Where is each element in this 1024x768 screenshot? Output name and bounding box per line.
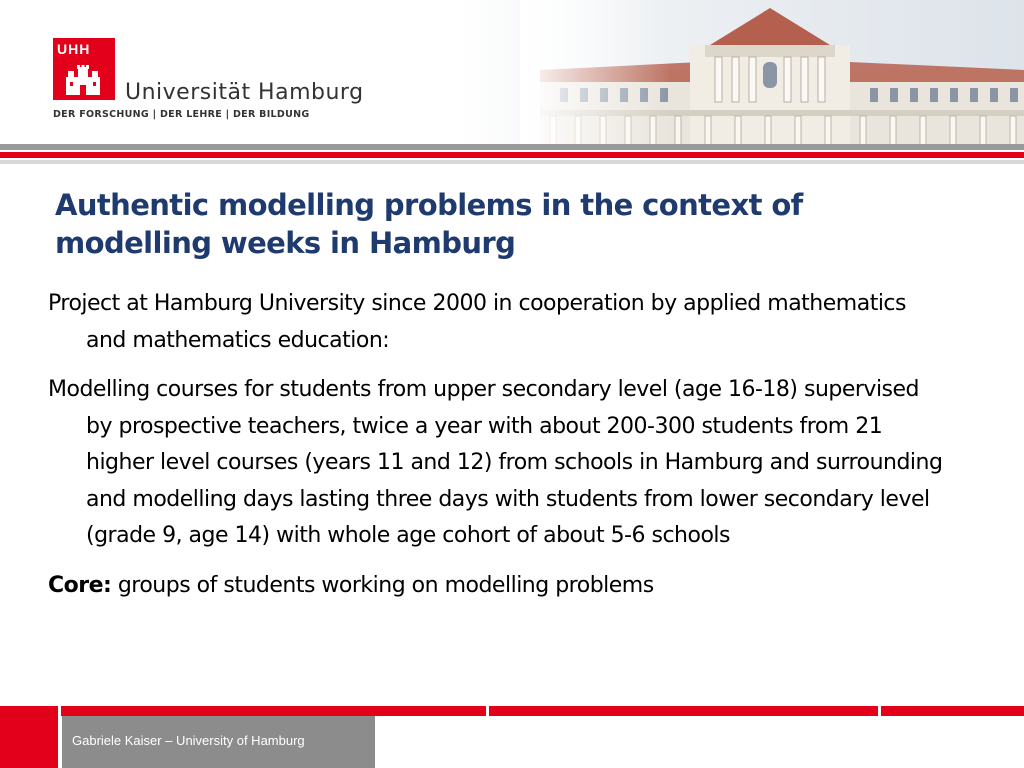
university-building-image: [520, 0, 1024, 160]
body-paragraph: [48, 372, 948, 555]
uhh-logo: [53, 38, 115, 100]
slide-title: Authentic modelling problems in the context of modelling weeks in Hamburg: [55, 188, 803, 260]
slide-body: [48, 286, 948, 617]
castle-icon: [66, 65, 100, 95]
header-divider-light: [0, 160, 1024, 164]
footer-rule-gap: [58, 706, 61, 716]
header-divider-red: [0, 152, 1024, 158]
footer-rule-gap: [486, 706, 489, 716]
paragraph-text: groups of students working on modelling problems: [111, 572, 654, 598]
paragraph-text: Modelling courses for students from upper secondary level (age 16-18) supervised by prospective teachers, twice a year with about 200-300 students from 21 higher level courses (years 11 and 12) from schools in Hamburg and surrounding and modelling days lasting three days with students from lower secondary level (grade 9, age 14) with whole age cohort of about 5-6 schools: [48, 377, 943, 548]
paragraph-text: Project at Hamburg University since 2000 in cooperation by applied mathematics and mathematics education:: [48, 291, 906, 353]
university-tagline: DER FORSCHUNG | DER LEHRE | DER BILDUNG: [53, 109, 310, 120]
header-divider-gray: [0, 144, 1024, 150]
university-name: Universität Hamburg: [125, 80, 364, 105]
footer-rule-gap: [878, 706, 881, 716]
footer-rule: [0, 706, 1024, 716]
logo-mark-text: UHH: [57, 41, 91, 57]
body-paragraph: [48, 568, 948, 605]
slide-header: [0, 0, 1024, 170]
footer-author: Gabriele Kaiser – University of Hamburg: [72, 733, 305, 748]
paragraph-lead: Core:: [48, 572, 112, 598]
body-paragraph: [48, 286, 948, 359]
footer-red-block: [0, 716, 58, 768]
